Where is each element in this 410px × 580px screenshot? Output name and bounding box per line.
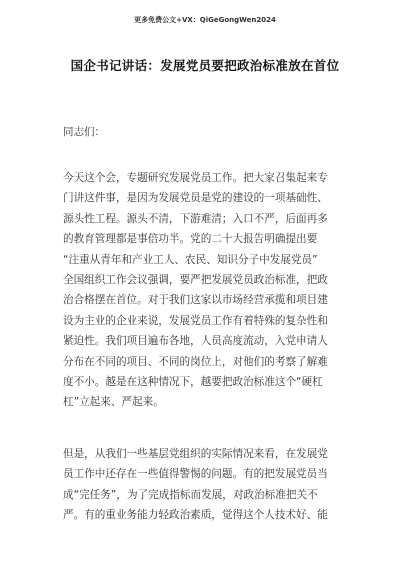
- paragraph-2: [63, 444, 353, 526]
- paragraph-1: [63, 168, 353, 413]
- text-line: 但是，从我们一些基层党组织的实际情况来看，在发展党: [63, 448, 328, 460]
- text-line: 设为主业的企业来说，发展党员工作有着特殊的复杂性和: [63, 314, 328, 327]
- text-line: 紧迫性。我们项目遍布各地，人员高度流动，入党申请人: [63, 335, 328, 348]
- text-line: 门讲这件事，是因为发展党员是党的建设的一项基础性、: [63, 192, 328, 205]
- text-line: 员工作中还存在一些值得警惕的问题。有的把发展党员当: [63, 468, 328, 481]
- text-line: 分布在不同的项目、不同的岗位上，对他们的考察了解难: [63, 355, 328, 368]
- salutation: 同志们：: [63, 126, 105, 138]
- text-line: 严。有的重业务能力轻政治素质，觉得这个人技术好、能: [63, 509, 328, 522]
- text-line: 成“完任务”，为了完成指标而发展，对政治标准把关不: [63, 488, 318, 501]
- text-line: 今天这个会，专题研究发展党员工作。把大家召集起来专: [63, 172, 328, 184]
- text-line: 治合格摆在首位。对于我们这家以市场经营承揽和项目建: [63, 294, 328, 307]
- promo-banner: 更多免费公文+VX：QiGeGongWen2024: [134, 16, 276, 24]
- text-line: 度不小。越是在这种情况下，越要把政治标准这个“硬杠: [63, 376, 323, 389]
- text-line: 的教育管理都是事倍功半。党的二十大报告明确提出要: [63, 233, 318, 246]
- text-line: 全国组织工作会议强调，要严把发展党员政治标准，把政: [63, 274, 328, 287]
- text-line: “注重从青年和产业工人、农民、知识分子中发展党员”: [63, 253, 318, 266]
- document-title: 国企书记讲话：发展党员要把政治标准放在首位: [70, 58, 340, 73]
- text-line: 杠”立起来、严起来。: [63, 396, 164, 409]
- text-line: 源头性工程。源头不清，下游难清；入口不严，后面再多: [63, 212, 328, 225]
